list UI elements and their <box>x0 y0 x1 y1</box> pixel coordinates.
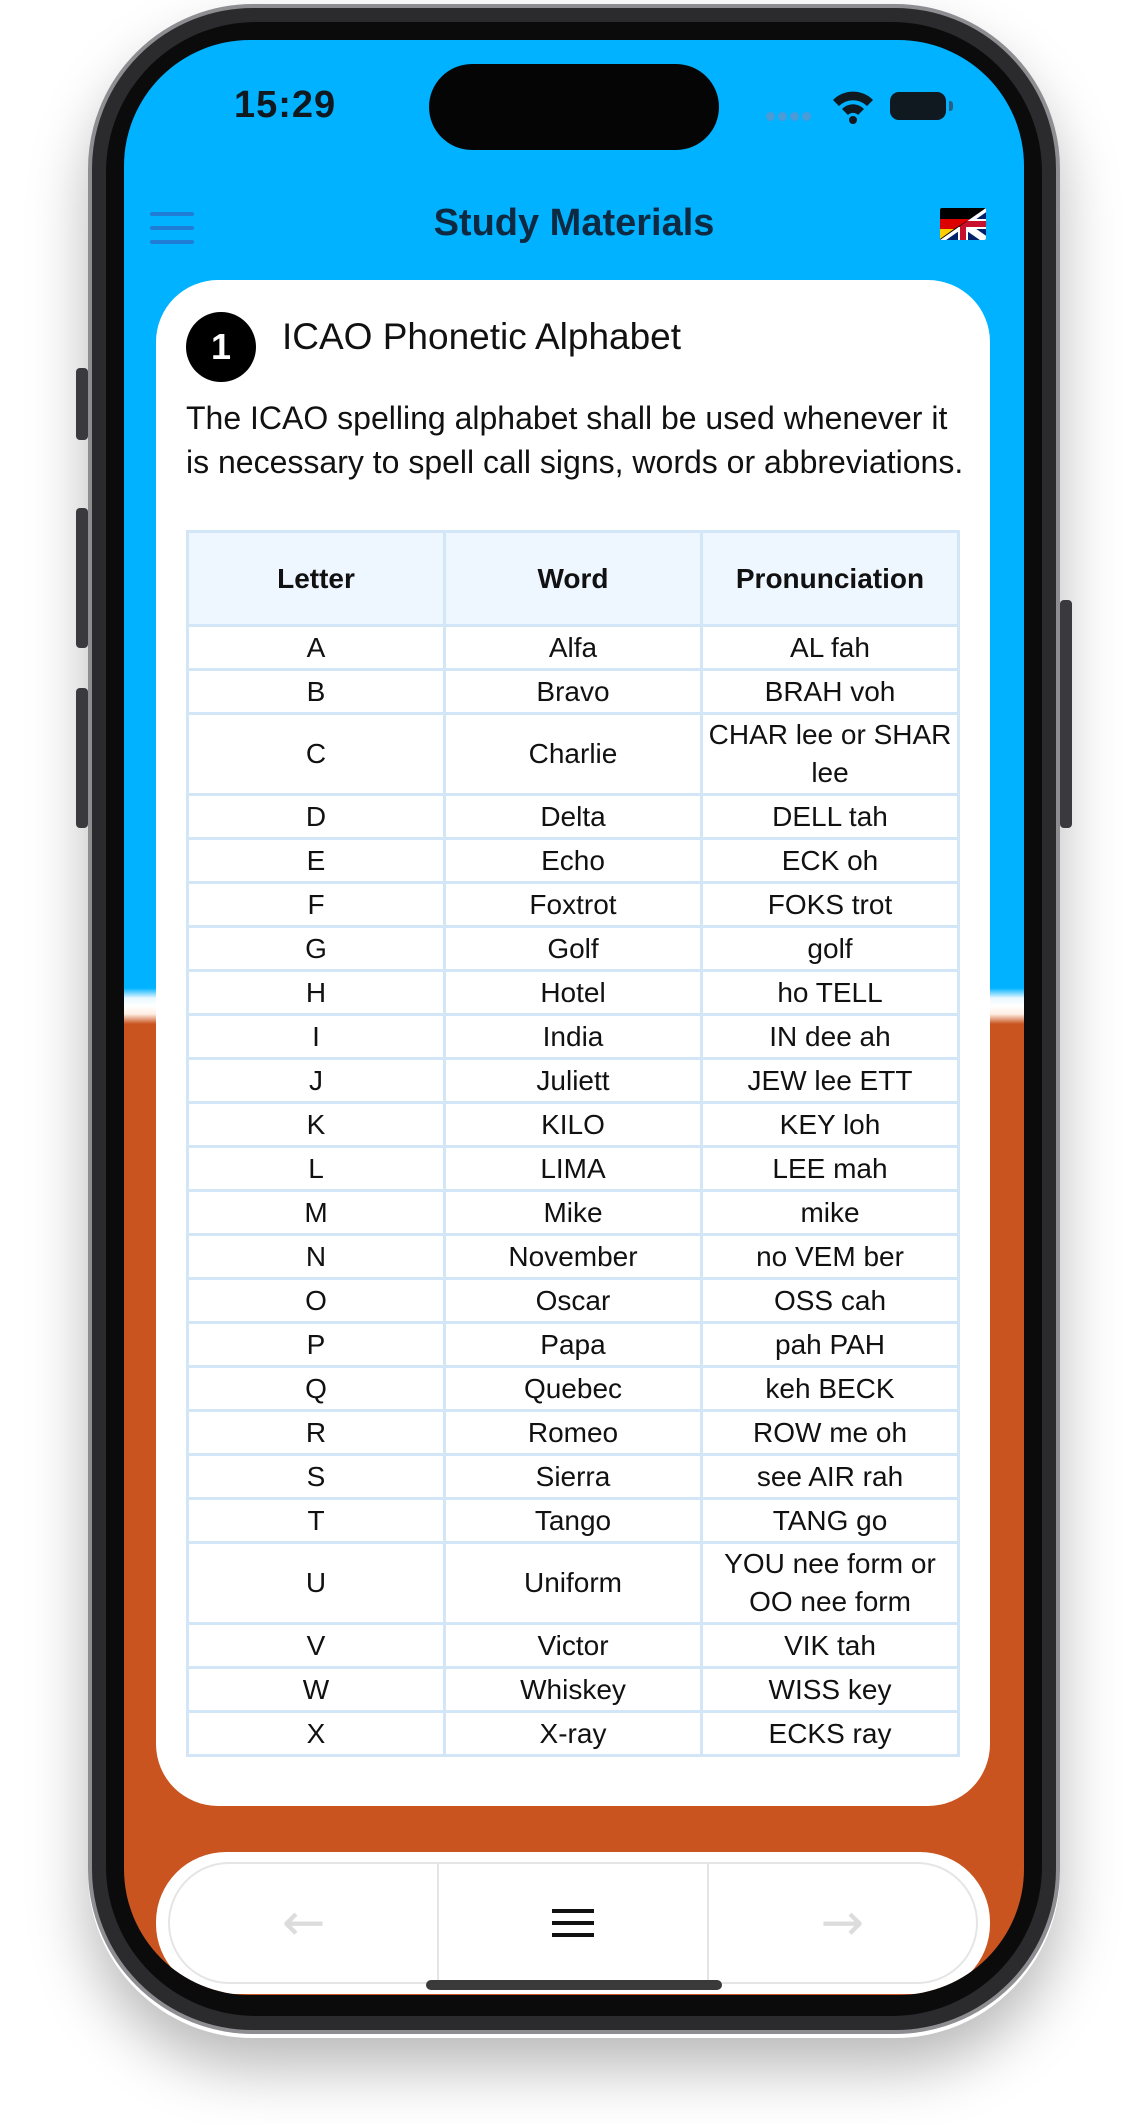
cell-letter: X <box>188 1712 445 1756</box>
table-row <box>188 1712 959 1756</box>
cell-word: Charlie <box>445 714 702 795</box>
wifi-icon <box>830 88 876 124</box>
cell-pronunciation: mike <box>702 1191 959 1235</box>
cell-letter: J <box>188 1059 445 1103</box>
status-time: 15:29 <box>234 84 337 126</box>
cell-letter: O <box>188 1279 445 1323</box>
header-pronunciation: Pronunciation <box>702 532 959 626</box>
table-row <box>188 1147 959 1191</box>
table-row <box>188 839 959 883</box>
cell-pronunciation: ROW me oh <box>702 1411 959 1455</box>
page-title: Study Materials <box>433 202 715 244</box>
table-row <box>188 795 959 839</box>
cell-letter: H <box>188 971 445 1015</box>
table-row <box>188 971 959 1015</box>
header-letter: Letter <box>188 532 445 626</box>
table-row <box>188 670 959 714</box>
cell-word: KILO <box>445 1103 702 1147</box>
screen <box>124 40 1024 1995</box>
cell-word: Delta <box>445 795 702 839</box>
cell-letter: T <box>188 1499 445 1543</box>
section-number-badge: 1 <box>186 312 256 382</box>
cell-word: Tango <box>445 1499 702 1543</box>
cell-word: LIMA <box>445 1147 702 1191</box>
table-row <box>188 927 959 971</box>
table-row <box>188 1059 959 1103</box>
section-title: ICAO Phonetic Alphabet <box>282 316 682 357</box>
section-intro: The ICAO spelling alphabet shall be used whenever it is necessary to spell call signs, words or abbreviations. <box>186 400 964 480</box>
table-row <box>188 1624 959 1668</box>
cell-pronunciation: AL fah <box>702 626 959 670</box>
cell-word: Hotel <box>445 971 702 1015</box>
cell-letter: R <box>188 1411 445 1455</box>
table-row <box>188 1455 959 1499</box>
menu-button[interactable] <box>437 1864 706 1982</box>
cell-word: Sierra <box>445 1455 702 1499</box>
cell-letter: D <box>188 795 445 839</box>
table-row <box>188 1279 959 1323</box>
cell-pronunciation: VIK tah <box>702 1624 959 1668</box>
volume-down-button <box>76 688 88 828</box>
cell-pronunciation: WISS key <box>702 1668 959 1712</box>
cell-pronunciation: see AIR rah <box>702 1455 959 1499</box>
cell-letter: P <box>188 1323 445 1367</box>
cell-letter: A <box>188 626 445 670</box>
cell-letter: N <box>188 1235 445 1279</box>
cell-word: Alfa <box>445 626 702 670</box>
table-row <box>188 1323 959 1367</box>
action-button <box>76 368 88 440</box>
cell-word: Oscar <box>445 1279 702 1323</box>
cell-word: November <box>445 1235 702 1279</box>
table-row <box>188 1235 959 1279</box>
table-row <box>188 626 959 670</box>
cell-pronunciation: KEY loh <box>702 1103 959 1147</box>
cell-letter: S <box>188 1455 445 1499</box>
cell-letter: I <box>188 1015 445 1059</box>
cell-pronunciation: YOU nee form or OO nee form <box>702 1543 959 1624</box>
cell-letter: L <box>188 1147 445 1191</box>
bottom-nav <box>156 1852 990 1994</box>
cell-pronunciation: ho TELL <box>702 971 959 1015</box>
table-row <box>188 1191 959 1235</box>
table-row <box>188 714 959 795</box>
cell-word: X-ray <box>445 1712 702 1756</box>
next-button[interactable] <box>707 1864 976 1982</box>
dynamic-island <box>429 64 719 150</box>
cell-letter: W <box>188 1668 445 1712</box>
home-indicator[interactable] <box>426 1980 722 1990</box>
cell-word: Juliett <box>445 1059 702 1103</box>
cell-pronunciation: golf <box>702 927 959 971</box>
cell-pronunciation: CHAR lee or SHAR lee <box>702 714 959 795</box>
content-card <box>156 280 990 1806</box>
cell-letter: Q <box>188 1367 445 1411</box>
cell-letter: G <box>188 927 445 971</box>
cell-word: Romeo <box>445 1411 702 1455</box>
cell-letter: B <box>188 670 445 714</box>
cell-word: Bravo <box>445 670 702 714</box>
cell-pronunciation: FOKS trot <box>702 883 959 927</box>
table-row <box>188 1543 959 1624</box>
cell-pronunciation: no VEM ber <box>702 1235 959 1279</box>
alphabet-table-scroll[interactable] <box>186 530 960 1770</box>
table-row <box>188 1411 959 1455</box>
cell-pronunciation: LEE mah <box>702 1147 959 1191</box>
cell-pronunciation: DELL tah <box>702 795 959 839</box>
cell-pronunciation: ECKS ray <box>702 1712 959 1756</box>
alphabet-table <box>186 530 960 1757</box>
cell-letter: M <box>188 1191 445 1235</box>
table-row <box>188 1367 959 1411</box>
cell-letter: C <box>188 714 445 795</box>
volume-up-button <box>76 508 88 648</box>
hamburger-icon <box>552 1901 594 1945</box>
cell-word: Whiskey <box>445 1668 702 1712</box>
cell-pronunciation: OSS cah <box>702 1279 959 1323</box>
cell-pronunciation: pah PAH <box>702 1323 959 1367</box>
cell-letter: E <box>188 839 445 883</box>
arrow-right-icon: → <box>820 1893 865 1953</box>
table-row <box>188 1103 959 1147</box>
cell-letter: V <box>188 1624 445 1668</box>
cell-letter: U <box>188 1543 445 1624</box>
table-row <box>188 1668 959 1712</box>
power-button <box>1060 600 1072 828</box>
header-word: Word <box>445 532 702 626</box>
cell-pronunciation: TANG go <box>702 1499 959 1543</box>
cell-letter: F <box>188 883 445 927</box>
battery-icon <box>890 92 946 120</box>
table-row <box>188 1499 959 1543</box>
cell-pronunciation: ECK oh <box>702 839 959 883</box>
cell-pronunciation: IN dee ah <box>702 1015 959 1059</box>
cell-word: Mike <box>445 1191 702 1235</box>
german-uk-flag-icon[interactable] <box>940 208 986 240</box>
cell-word: India <box>445 1015 702 1059</box>
cell-letter: K <box>188 1103 445 1147</box>
table-header-row <box>188 532 959 626</box>
arrow-left-icon: ← <box>281 1893 326 1953</box>
cell-word: Uniform <box>445 1543 702 1624</box>
cell-word: Papa <box>445 1323 702 1367</box>
cell-pronunciation: JEW lee ETT <box>702 1059 959 1103</box>
previous-button[interactable] <box>170 1864 437 1982</box>
cell-word: Echo <box>445 839 702 883</box>
table-row <box>188 1015 959 1059</box>
cell-pronunciation: keh BECK <box>702 1367 959 1411</box>
table-row <box>188 883 959 927</box>
cell-pronunciation: BRAH voh <box>702 670 959 714</box>
cellular-signal-icon <box>766 108 814 126</box>
cell-word: Quebec <box>445 1367 702 1411</box>
cell-word: Victor <box>445 1624 702 1668</box>
cell-word: Golf <box>445 927 702 971</box>
cell-word: Foxtrot <box>445 883 702 927</box>
